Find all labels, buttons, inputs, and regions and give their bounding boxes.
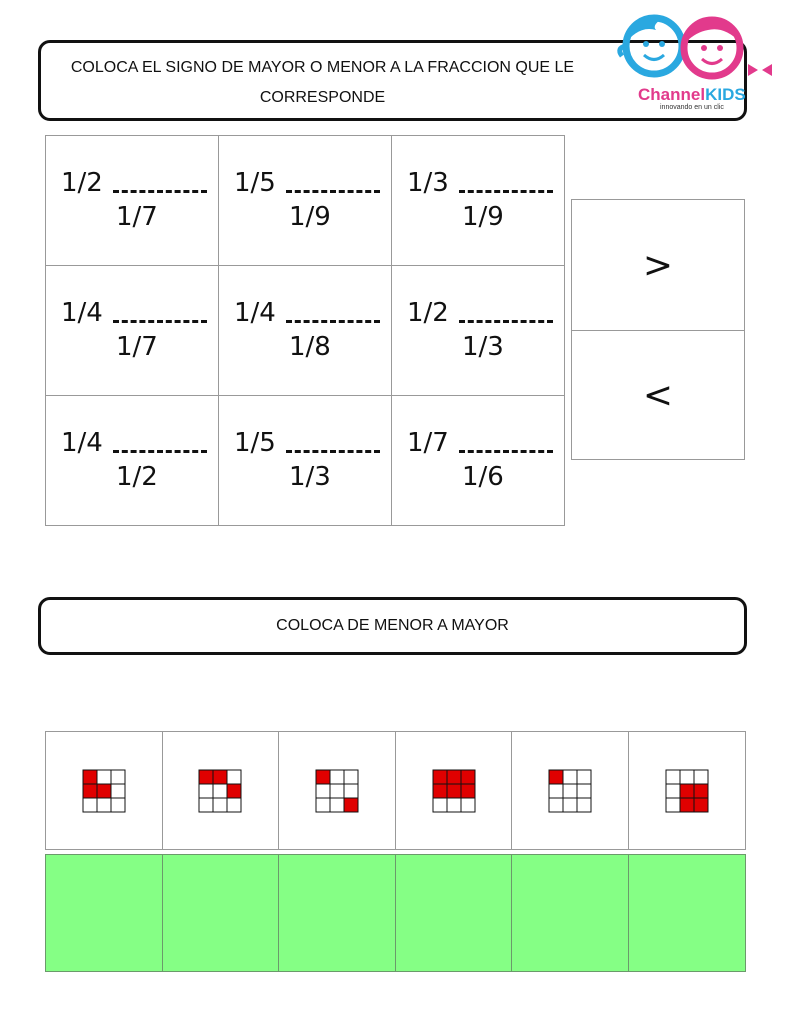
empty-square (213, 798, 227, 812)
filled-square (680, 798, 694, 812)
empty-square (199, 784, 213, 798)
filled-square (227, 784, 241, 798)
answer-blank[interactable] (286, 320, 380, 323)
filled-square (97, 784, 111, 798)
empty-square (433, 798, 447, 812)
fraction-bottom: 1/3 (289, 462, 331, 492)
empty-square (666, 770, 680, 784)
comparison-grid (45, 135, 565, 526)
comparison-cell (46, 136, 219, 266)
comparison-cell (392, 266, 565, 396)
fraction-grid-icon (315, 769, 359, 813)
logo-name-kids: KIDS (705, 85, 746, 104)
filled-square (344, 798, 358, 812)
answer-blank[interactable] (286, 450, 380, 453)
fraction-top: 1/7 (407, 428, 449, 458)
empty-square (213, 784, 227, 798)
greater-than-sign[interactable]: > (642, 244, 674, 286)
filled-square (461, 784, 475, 798)
empty-square (227, 770, 241, 784)
fraction-bottom: 1/9 (462, 202, 504, 232)
answer-drop-slot[interactable] (46, 855, 163, 972)
answer-drop-slot[interactable] (163, 855, 280, 972)
fraction-grid-icon (198, 769, 242, 813)
empty-square (563, 798, 577, 812)
fraction-top: 1/5 (234, 428, 276, 458)
empty-square (577, 798, 591, 812)
fraction-bottom: 1/7 (116, 332, 158, 362)
order-instruction-box (38, 597, 747, 655)
fraction-bottom: 1/6 (462, 462, 504, 492)
fraction-bottom: 1/7 (116, 202, 158, 232)
filled-square (199, 770, 213, 784)
empty-square (97, 798, 111, 812)
logo-name-channel: Channel (638, 85, 706, 104)
filled-square (447, 770, 461, 784)
fraction-grid-icon (665, 769, 709, 813)
empty-square (549, 798, 563, 812)
comparison-cell (219, 266, 392, 396)
fraction-picture-cell[interactable] (512, 732, 629, 850)
empty-square (344, 770, 358, 784)
logo-tagline: innovando en un clic (660, 104, 724, 111)
fraction-top: 1/2 (407, 298, 449, 328)
answer-blank[interactable] (459, 190, 553, 193)
filled-square (549, 770, 563, 784)
empty-square (577, 784, 591, 798)
empty-square (577, 770, 591, 784)
empty-square (83, 798, 97, 812)
empty-square (227, 798, 241, 812)
filled-square (83, 784, 97, 798)
fraction-grid-icon (432, 769, 476, 813)
fraction-bottom: 1/9 (289, 202, 331, 232)
filled-square (694, 784, 708, 798)
answer-drop-slot[interactable] (629, 855, 746, 972)
empty-square (680, 770, 694, 784)
comparison-cell (392, 396, 565, 526)
answer-drop-slot[interactable] (512, 855, 629, 972)
fraction-top: 1/3 (407, 168, 449, 198)
empty-square (549, 784, 563, 798)
compare-instruction-line2: CORRESPONDE (259, 89, 386, 106)
empty-square (447, 798, 461, 812)
answer-slot-row (45, 854, 746, 972)
empty-square (111, 770, 125, 784)
answer-drop-slot[interactable] (396, 855, 513, 972)
empty-square (563, 770, 577, 784)
filled-square (83, 770, 97, 784)
empty-square (316, 784, 330, 798)
empty-square (316, 798, 330, 812)
empty-square (97, 770, 111, 784)
empty-square (344, 784, 358, 798)
empty-square (330, 784, 344, 798)
answer-blank[interactable] (113, 190, 207, 193)
empty-square (694, 770, 708, 784)
fraction-bottom: 1/8 (289, 332, 331, 362)
fraction-picture-cell[interactable] (629, 732, 746, 850)
comparison-cell (46, 396, 219, 526)
answer-blank[interactable] (113, 320, 207, 323)
filled-square (694, 798, 708, 812)
order-instruction-text: COLOCA DE MENOR A MAYOR (276, 617, 509, 634)
empty-square (666, 798, 680, 812)
fraction-bottom: 1/3 (462, 332, 504, 362)
filled-square (680, 784, 694, 798)
empty-square (111, 784, 125, 798)
filled-square (433, 770, 447, 784)
fraction-top: 1/4 (234, 298, 276, 328)
fraction-picture-row (45, 731, 746, 850)
filled-square (433, 784, 447, 798)
answer-blank[interactable] (113, 450, 207, 453)
fraction-picture-cell[interactable] (396, 732, 513, 850)
filled-square (316, 770, 330, 784)
empty-square (666, 784, 680, 798)
fraction-grid-icon (548, 769, 592, 813)
fraction-grid-icon (82, 769, 126, 813)
less-than-sign[interactable]: < (572, 330, 744, 460)
fraction-picture-cell[interactable] (46, 732, 163, 850)
fraction-top: 1/4 (61, 428, 103, 458)
empty-square (330, 770, 344, 784)
kids-faces-icon (612, 8, 782, 88)
empty-square (461, 798, 475, 812)
channelkids-logo (612, 8, 782, 118)
comparison-cell (219, 396, 392, 526)
answer-blank[interactable] (459, 320, 553, 323)
fraction-picture-cell[interactable] (163, 732, 280, 850)
comparison-cell (219, 136, 392, 266)
comparison-cell (392, 136, 565, 266)
fraction-top: 1/4 (61, 298, 103, 328)
fraction-bottom: 1/2 (116, 462, 158, 492)
fraction-picture-cell[interactable] (279, 732, 396, 850)
empty-square (111, 798, 125, 812)
filled-square (461, 770, 475, 784)
filled-square (447, 784, 461, 798)
compare-instruction-line1: COLOCA EL SIGNO DE MAYOR O MENOR A LA FRACCION QUE LE (70, 59, 575, 76)
empty-square (199, 798, 213, 812)
empty-square (563, 784, 577, 798)
answer-blank[interactable] (286, 190, 380, 193)
empty-square (330, 798, 344, 812)
answer-blank[interactable] (459, 450, 553, 453)
fraction-top: 1/2 (61, 168, 103, 198)
filled-square (213, 770, 227, 784)
answer-drop-slot[interactable] (279, 855, 396, 972)
comparison-cell (46, 266, 219, 396)
fraction-top: 1/5 (234, 168, 276, 198)
sign-options (571, 199, 745, 460)
